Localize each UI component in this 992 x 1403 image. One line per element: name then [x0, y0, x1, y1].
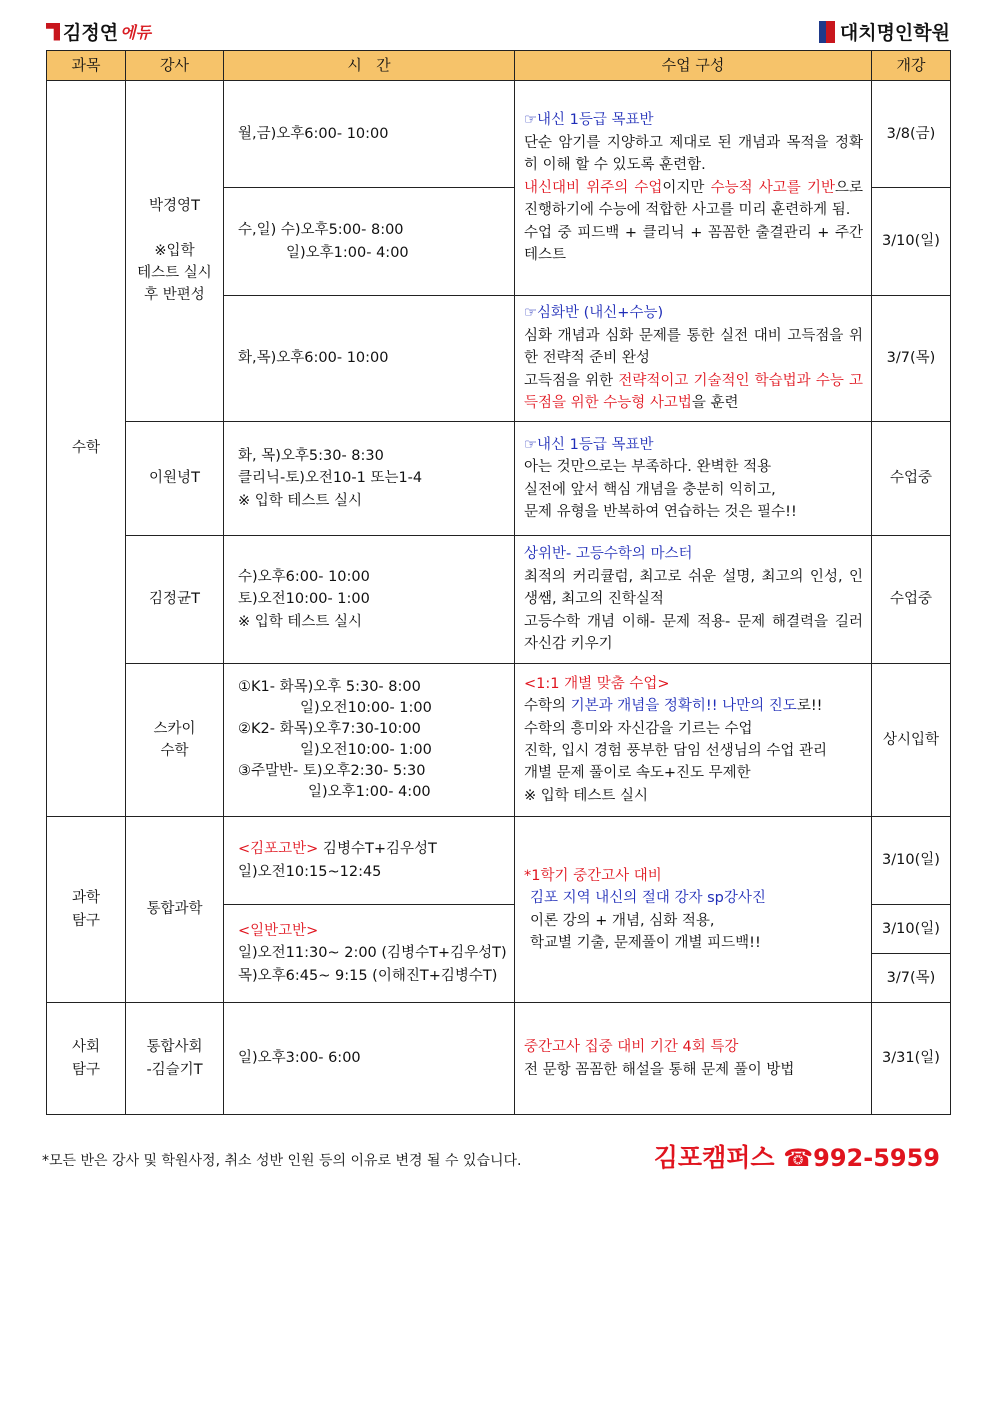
subject-math: 수학: [47, 81, 126, 817]
daechi-myeongin-logo: [819, 18, 950, 45]
content-cell: *1학기 중간고사 대비 김포 지역 내신의 절대 강자 sp강사진 이론 강의 + 개념, 심화 적용, 학교별 기출, 문제풀이 개별 피드백!!: [515, 817, 872, 1003]
content-cell: ☞심화반 (내신+수능) 심화 개념과 심화 문제를 통한 실전 대비 고득점을 위한 전략적 준비 완성 고득점을 위한 전략적이고 기술적인 학습법과 수능 고득점을 위한 수능형 사고법을 훈련: [515, 296, 872, 422]
open-status: 상시입학: [872, 664, 951, 817]
col-open: 개강: [872, 51, 951, 81]
page-header: [46, 18, 950, 46]
content-cell: ☞내신 1등급 목표반 단순 암기를 지양하고 제대로 된 개념과 목적을 정확히 이해 할 수 있도록 훈련함. 내신대비 위주의 수업이지만 수능적 사고를 기반으로 진행하기에 수능에 적합한 사고를 미리 훈련하게 됨. 수업 중 피드백 + 클리닉 + 꼼꼼한 출결관리 + 주간테스트: [515, 81, 872, 296]
table-row: [47, 536, 951, 664]
logo-text: 김정연: [63, 22, 119, 44]
campus-name: 김포캠퍼스: [653, 1143, 775, 1172]
subject-science: 과학 탐구: [47, 817, 126, 1003]
teacher-park: 박경영T ※입학 테스트 실시 후 반편성: [126, 81, 224, 422]
time-cell: 일)오후3:00- 6:00: [224, 1003, 515, 1115]
content-cell: ☞내신 1등급 목표반 아는 것만으로는 부족하다. 완벽한 적용 실전에 앞서 핵심 개념을 충분히 익히고, 문제 유형을 반복하여 연습하는 것은 필수!!: [515, 422, 872, 536]
open-date: 3/10(일): [872, 188, 951, 296]
phone-number: ☎992-5959: [783, 1144, 940, 1172]
open-date: 3/7(목): [872, 296, 951, 422]
campus-contact: [654, 1138, 940, 1174]
teacher-science: 통합과학: [126, 817, 224, 1003]
academy-name: 대치명인학원: [839, 22, 950, 44]
teacher-sky: 스카이 수학: [126, 664, 224, 817]
teacher-lee: 이원녕T: [126, 422, 224, 536]
teacher-social: 통합사회 -김슬기T: [126, 1003, 224, 1115]
open-status: 수업중: [872, 536, 951, 664]
col-teacher: 강사: [126, 51, 224, 81]
col-content: 수업 구성: [515, 51, 872, 81]
table-row: [47, 422, 951, 536]
open-date: 3/10(일): [872, 817, 951, 905]
table-row: [47, 817, 951, 905]
schedule-table: [46, 50, 951, 1115]
content-cell: 중간고사 집중 대비 기간 4회 특강 전 문항 꼼꼼한 해설을 통해 문제 풀이 방법: [515, 1003, 872, 1115]
open-date: 3/7(목): [872, 954, 951, 1003]
col-subject: 과목: [47, 51, 126, 81]
logo-mark-icon: [46, 23, 60, 41]
open-date: 3/10(일): [872, 905, 951, 954]
footer-note: *모든 반은 강사 및 학원사정, 취소 성반 인원 등의 이유로 변경 될 수 있습니다.: [42, 1153, 522, 1169]
time-cell: 수,일) 수)오후5:00- 8:00 일)오후1:00- 4:00: [224, 188, 515, 296]
time-cell: 수)오후6:00- 10:00 토)오전10:00- 1:00 ※ 입학 테스트 실시: [224, 536, 515, 664]
table-row: [47, 1003, 951, 1115]
time-cell: <일반고반> 일)오전11:30~ 2:00 (김병수T+김우성T) 목)오후6:45~ 9:15 (이해진T+김병수T): [224, 905, 515, 1003]
open-status: 수업중: [872, 422, 951, 536]
content-cell: <1:1 개별 맞춤 수업> 수학의 기본과 개념을 정확히!! 나만의 진도로!! 수학의 흥미와 자신감을 기르는 수업 진학, 입시 경험 풍부한 담임 선생님의 수업 관리 개별 문제 풀이로 속도+진도 무제한 ※ 입학 테스트 실시: [515, 664, 872, 817]
table-row: [47, 81, 951, 188]
time-cell: 화,목)오후6:00- 10:00: [224, 296, 515, 422]
kimjungyeon-edu-logo: [46, 18, 151, 45]
table-header-row: [47, 51, 951, 81]
time-cell: 월,금)오후6:00- 10:00: [224, 81, 515, 188]
time-cell: <김포고반> 김병수T+김우성T 일)오전10:15~12:45: [224, 817, 515, 905]
col-time: 시 간: [224, 51, 515, 81]
academy-mark-icon: [819, 21, 835, 43]
logo-edu-text: 에듀: [120, 23, 151, 42]
content-cell: 상위반- 고등수학의 마스터 최적의 커리큘럼, 최고로 쉬운 설명, 최고의 인성, 인생쌤, 최고의 진학실적 고등수학 개념 이해- 문제 적용- 문제 해결력을 길러 자신감 키우기: [515, 536, 872, 664]
teacher-kim: 김정균T: [126, 536, 224, 664]
open-date: 3/8(금): [872, 81, 951, 188]
table-row: [47, 664, 951, 817]
subject-social: 사회 탐구: [47, 1003, 126, 1115]
time-cell: 화, 목)오후5:30- 8:30 클리닉-토)오전10-1 또는1-4 ※ 입학 테스트 실시: [224, 422, 515, 536]
open-date: 3/31(일): [872, 1003, 951, 1115]
time-cell: ①K1- 화목)오후 5:30- 8:00 일)오전10:00- 1:00 ②K2- 화목)오후7:30-10:00 일)오전10:00- 1:00 ③주말반- 토)오후2:30- 5:30 일)오후1:00- 4:00: [224, 664, 515, 817]
